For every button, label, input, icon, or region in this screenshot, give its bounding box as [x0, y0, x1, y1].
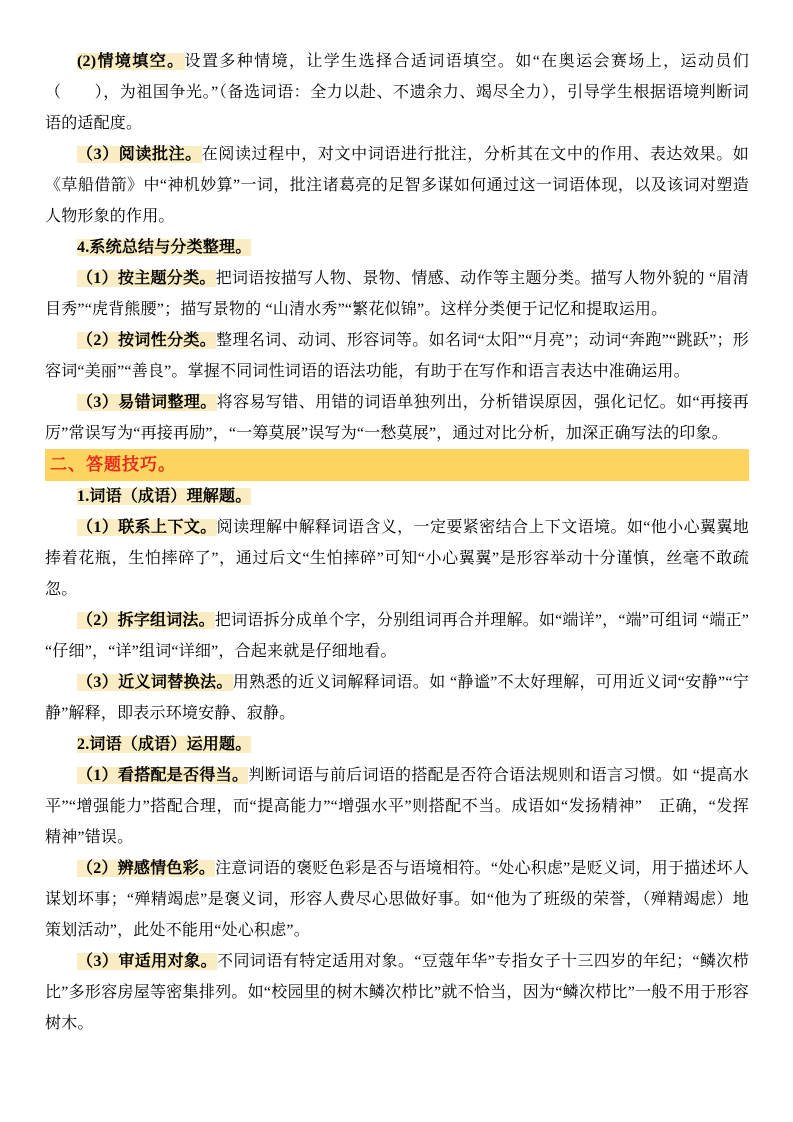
paragraph-body-text: 将容易写错、用错的词语单独列出，分析错误原因，强化记忆。如“再接再厉”常误写为“再接再励”，“一筹莫展”误写为“一愁莫展”，通过对比分析，加深正确写法的印象。 [45, 394, 749, 442]
paragraph-lead-highlight: (2)情境填空。 [77, 53, 185, 70]
paragraph-body-text: 用熟悉的近义词解释词语。如 “静谧”不太好理解，可用近义词“安静”“宁静”解释，即表示环境安静、寂静。 [45, 674, 749, 722]
paragraph-lead-highlight: （3）阅读批注。 [77, 146, 202, 163]
paragraph [45, 946, 749, 1039]
paragraph-lead-highlight: （1）看搭配是否得当。 [77, 767, 249, 784]
paragraph [45, 853, 749, 946]
paragraph-body-text: 设置多种情境，让学生选择合适词语填空。如“在奥运会赛场上，运动员们（ ），为祖国争光。”（备选词语：全力以赴、不遗余力、竭尽全力），引导学生根据语境判断词语的适配度。 [45, 53, 749, 132]
paragraph-body-text: 注意词语的褒贬色彩是否与语境相符。“处心积虑”是贬义词，用于描述坏人谋划坏事；“殚精竭虑”是褒义词，形容人费尽心思做好事。如“他为了班级的荣誉，（殚精竭虑）地策划活动”，此处不能用“处心积虑”。 [45, 860, 749, 939]
paragraph [45, 387, 749, 449]
paragraph-body-text: 阅读理解中解释词语含义，一定要紧密结合上下文语境。如“他小心翼翼地捧着花瓶，生怕摔碎了”，通过后文“生怕摔碎”可知“小心翼翼”是形容举动十分谨慎，丝毫不敢疏忽。 [45, 519, 749, 598]
paragraph [45, 139, 749, 232]
paragraph-lead-highlight: （2）拆字组词法。 [77, 612, 215, 629]
paragraph-body-text: 不同词语有特定适用对象。“豆蔻年华”专指女子十三四岁的年纪；“鳞次栉比”多形容房屋等密集排列。如“校园里的树木鳞次栉比”就不恰当，因为“鳞次栉比”一般不用于形容树木。 [45, 953, 749, 1032]
paragraph-body-text: 判断词语与前后词语的搭配是否符合语法规则和语言习惯。如 “提高水平”“增强能力”搭配合理，而“提高能力”“增强水平”则搭配不当。成语如“发扬精神” 正确，“发挥精神”错误。 [45, 767, 749, 846]
heading-highlight: 4.系统总结与分类整理。 [77, 239, 252, 256]
paragraph [45, 512, 749, 605]
heading-highlight: 2.词语（成语）运用题。 [77, 736, 252, 753]
heading-highlight: 1.词语（成语）理解题。 [77, 488, 252, 505]
heading-line [45, 481, 749, 512]
paragraph-body-text: 把词语按描写人物、景物、情感、动作等主题分类。描写人物外貌的 “眉清目秀”“虎背熊腰”；描写景物的 “山清水秀”“繁花似锦”。这样分类便于记忆和提取运用。 [45, 270, 749, 318]
paragraph-lead-highlight: （3）审适用对象。 [77, 953, 218, 970]
paragraph-lead-highlight: （1）联系上下文。 [77, 519, 217, 536]
heading-line [45, 232, 749, 263]
section-banner-title: 二、答题技巧。 [50, 455, 176, 474]
paragraph-lead-highlight: （2）辨感情色彩。 [77, 860, 216, 877]
paragraph-lead-highlight: （1）按主题分类。 [77, 270, 216, 287]
paragraph-body-text: 把词语拆分成单个字，分别组词再合并理解。如“端详”，“端”可组词 “端正”“仔细”，“详”组词“详细”，合起来就是仔细地看。 [45, 612, 749, 660]
paragraph [45, 325, 749, 387]
paragraph [45, 605, 749, 667]
paragraph [45, 667, 749, 729]
paragraph-lead-highlight: （3）近义词替换法。 [77, 674, 233, 691]
paragraph [45, 263, 749, 325]
paragraph-lead-highlight: （2）按词性分类。 [77, 332, 217, 349]
paragraph-lead-highlight: （3）易错词整理。 [77, 394, 217, 411]
paragraph-body-text: 在阅读过程中，对文中词语进行批注，分析其在文中的作用、表达效果。如《草船借箭》中“神机妙算”一词，批注诸葛亮的足智多谋如何通过这一词语体现，以及该词对塑造人物形象的作用。 [45, 146, 749, 225]
heading-line [45, 729, 749, 760]
paragraph-body-text: 整理名词、动词、形容词等。如名词“太阳”“月亮”；动词“奔跑”“跳跃”；形容词“美丽”“善良”。掌握不同词性词语的语法功能，有助于在写作和语言表达中准确运用。 [45, 332, 749, 380]
paragraph [45, 760, 749, 853]
paragraph [45, 46, 749, 139]
section-banner [45, 449, 749, 481]
